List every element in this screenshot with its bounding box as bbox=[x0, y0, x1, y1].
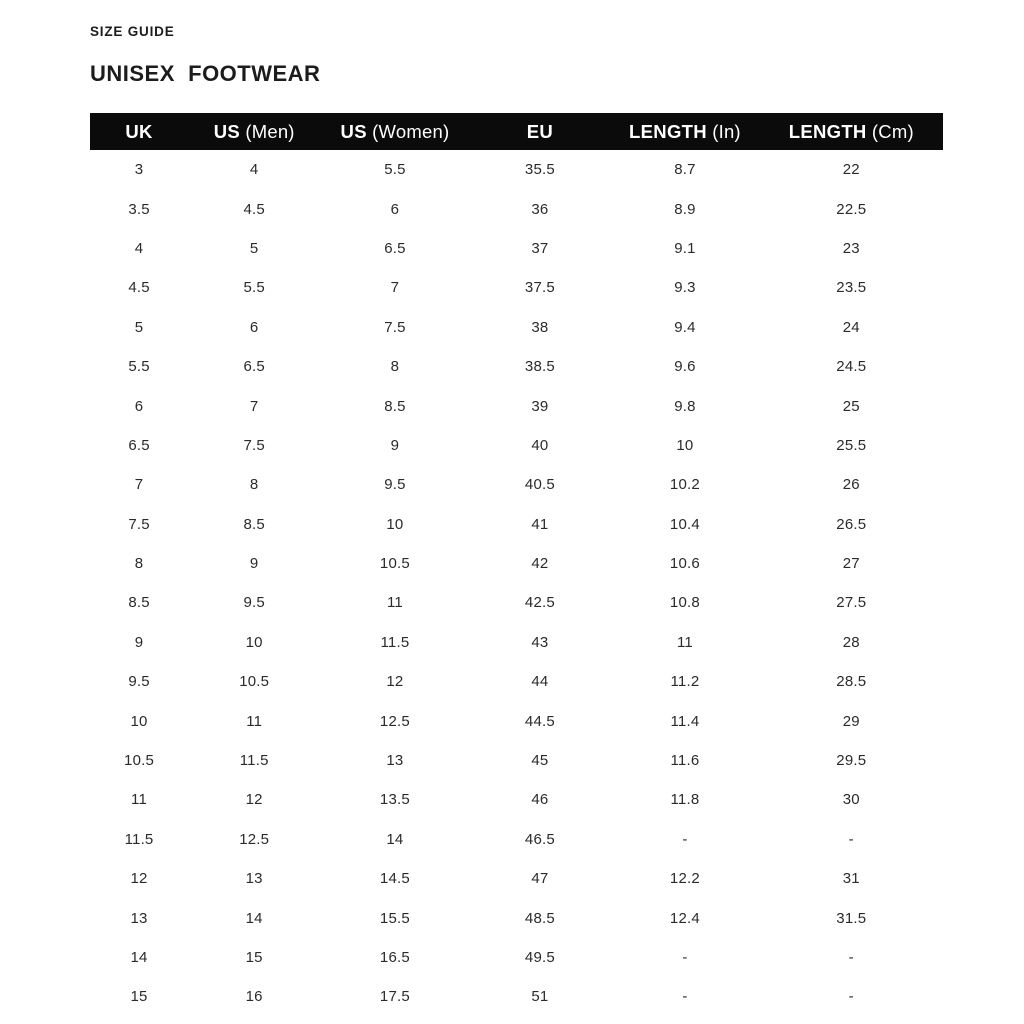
table-row bbox=[90, 544, 943, 583]
size-cell: 9.4 bbox=[674, 318, 696, 336]
size-cell: 9.6 bbox=[674, 358, 696, 376]
table-row bbox=[90, 268, 943, 307]
table-row bbox=[90, 662, 943, 701]
size-cell: 11.6 bbox=[670, 752, 700, 770]
size-cell: 12 bbox=[245, 791, 263, 809]
size-cell: 35.5 bbox=[524, 161, 555, 179]
column-header-label: LENGTH bbox=[629, 120, 707, 142]
column-header-uk bbox=[90, 113, 188, 150]
size-cell: 25 bbox=[842, 397, 860, 415]
size-cell: 29.5 bbox=[836, 752, 867, 770]
size-cell: 44.5 bbox=[524, 712, 555, 730]
size-cell: 11 bbox=[386, 594, 403, 612]
size-cell: 6 bbox=[390, 200, 400, 218]
size-cell: 38.5 bbox=[524, 358, 555, 376]
size-cell: 28 bbox=[842, 633, 860, 651]
size-cell: 9.5 bbox=[384, 476, 406, 494]
size-cell: 9.3 bbox=[674, 279, 696, 297]
table-row bbox=[90, 189, 943, 228]
size-cell: 13.5 bbox=[379, 791, 410, 809]
size-cell: 8.5 bbox=[384, 397, 406, 415]
size-cell: 4 bbox=[249, 161, 259, 179]
size-cell: 11.4 bbox=[670, 712, 700, 730]
size-cell: 11 bbox=[676, 633, 693, 651]
size-cell: 10.5 bbox=[239, 673, 270, 691]
size-cell: 23.5 bbox=[836, 279, 867, 297]
size-cell: 9.8 bbox=[674, 397, 696, 415]
size-cell: 7 bbox=[134, 476, 144, 494]
size-cell: 30 bbox=[842, 791, 860, 809]
column-header-sublabel: (Women) bbox=[366, 120, 450, 142]
table-row bbox=[90, 938, 943, 977]
size-cell: 43 bbox=[531, 633, 549, 651]
size-cell: 11.5 bbox=[380, 633, 410, 651]
size-cell: 6 bbox=[249, 318, 259, 336]
size-cell: 8 bbox=[249, 476, 259, 494]
size-cell: 3 bbox=[134, 161, 144, 179]
size-cell: 42.5 bbox=[524, 594, 555, 612]
size-cell: 51 bbox=[531, 988, 549, 1006]
size-cell: 27.5 bbox=[836, 594, 867, 612]
table-row bbox=[90, 977, 943, 1016]
table-row bbox=[90, 741, 943, 780]
column-header-us-men bbox=[188, 113, 320, 150]
size-cell: 12 bbox=[386, 673, 404, 691]
size-cell: 14 bbox=[245, 909, 263, 927]
column-header-sublabel: (Cm) bbox=[866, 120, 914, 142]
size-cell: - bbox=[682, 988, 688, 1006]
size-cell: 36 bbox=[531, 200, 549, 218]
size-cell: - bbox=[848, 988, 854, 1006]
size-cell: 14 bbox=[386, 830, 404, 848]
size-cell: 12 bbox=[130, 870, 148, 888]
size-cell: 40.5 bbox=[524, 476, 555, 494]
size-cell: 10.4 bbox=[669, 515, 700, 533]
size-cell: 10 bbox=[130, 712, 148, 730]
size-cell: 5.5 bbox=[243, 279, 265, 297]
size-cell: 17.5 bbox=[379, 988, 410, 1006]
size-cell: 3.5 bbox=[128, 200, 150, 218]
size-cell: 4 bbox=[134, 239, 144, 257]
size-cell: 22 bbox=[842, 161, 860, 179]
size-cell: 8.9 bbox=[674, 200, 696, 218]
size-cell: 10.8 bbox=[669, 594, 700, 612]
size-cell: 41 bbox=[531, 515, 549, 533]
size-cell: 15 bbox=[245, 949, 263, 966]
size-cell: 11 bbox=[131, 791, 148, 809]
size-cell: 11.5 bbox=[239, 752, 269, 770]
size-cell: 49.5 bbox=[524, 949, 555, 966]
size-cell: 14 bbox=[130, 949, 148, 966]
size-cell: 7 bbox=[249, 397, 259, 415]
size-cell: 9.5 bbox=[243, 594, 265, 612]
table-row bbox=[90, 386, 943, 425]
size-table-head bbox=[90, 113, 943, 150]
size-cell: 23 bbox=[842, 239, 860, 257]
size-cell: 31 bbox=[842, 870, 860, 888]
column-header-label: EU bbox=[526, 120, 554, 142]
size-cell: 12.5 bbox=[239, 830, 270, 848]
size-cell: 11.2 bbox=[670, 673, 700, 691]
size-cell: 37 bbox=[531, 239, 549, 257]
column-header-label: LENGTH bbox=[788, 120, 867, 142]
table-row bbox=[90, 465, 943, 504]
size-cell: 31.5 bbox=[836, 909, 867, 927]
column-header-sublabel: (In) bbox=[706, 120, 741, 142]
size-cell: 12.5 bbox=[379, 712, 410, 730]
size-cell: 40 bbox=[531, 436, 549, 454]
size-cell: 10.5 bbox=[124, 752, 155, 770]
size-cell: 24 bbox=[842, 318, 860, 336]
size-cell: 9 bbox=[249, 555, 259, 573]
size-cell: 38 bbox=[531, 318, 549, 336]
size-cell: 47 bbox=[531, 870, 549, 888]
table-row bbox=[90, 426, 943, 465]
size-cell: 7.5 bbox=[128, 515, 150, 533]
table-row bbox=[90, 583, 943, 622]
table-row bbox=[90, 347, 943, 386]
size-cell: 15 bbox=[130, 988, 148, 1006]
size-cell: 7.5 bbox=[384, 318, 406, 336]
size-cell: 7 bbox=[390, 279, 400, 297]
size-cell: 29 bbox=[842, 712, 860, 730]
table-row bbox=[90, 780, 943, 819]
size-cell: 25.5 bbox=[836, 436, 867, 454]
size-cell: 44 bbox=[531, 673, 549, 691]
size-cell: - bbox=[848, 949, 854, 966]
size-cell: 8.5 bbox=[243, 515, 265, 533]
size-cell: 5 bbox=[134, 318, 144, 336]
size-cell: 11.8 bbox=[670, 791, 700, 809]
size-cell: 45 bbox=[531, 752, 549, 770]
size-cell: 5 bbox=[249, 239, 259, 257]
size-table bbox=[90, 113, 943, 1017]
table-row bbox=[90, 820, 943, 859]
column-header-sublabel: (Men) bbox=[240, 120, 295, 142]
table-row bbox=[90, 623, 943, 662]
size-cell: - bbox=[682, 949, 688, 966]
size-cell: 14.5 bbox=[379, 870, 410, 888]
size-cell: 8.5 bbox=[128, 594, 150, 612]
table-row bbox=[90, 505, 943, 544]
page-title: UNISEX FOOTWEAR bbox=[90, 61, 321, 86]
size-cell: 6 bbox=[134, 397, 144, 415]
size-cell: 46.5 bbox=[524, 830, 555, 848]
size-guide-label: SIZE GUIDE bbox=[90, 24, 175, 39]
size-cell: 42 bbox=[531, 555, 549, 573]
size-cell: 16 bbox=[245, 988, 263, 1006]
size-cell: 46 bbox=[531, 791, 549, 809]
size-cell: 7.5 bbox=[243, 436, 265, 454]
size-cell: 26.5 bbox=[836, 515, 867, 533]
size-cell: 28.5 bbox=[836, 673, 867, 691]
size-cell: 9 bbox=[390, 436, 400, 454]
size-cell: 48.5 bbox=[524, 909, 555, 927]
size-cell: 9.1 bbox=[674, 239, 696, 257]
size-cell: 10 bbox=[245, 633, 263, 651]
table-header-row bbox=[90, 113, 943, 150]
size-cell: 11.5 bbox=[124, 830, 154, 848]
size-cell: 10.2 bbox=[669, 476, 700, 494]
size-cell: 8 bbox=[134, 555, 144, 573]
size-cell: 26 bbox=[842, 476, 860, 494]
size-cell: 8.7 bbox=[674, 161, 696, 179]
size-table-body bbox=[90, 150, 943, 1017]
size-cell: 13 bbox=[245, 870, 263, 888]
size-cell: 8 bbox=[390, 358, 400, 376]
column-header-us-women bbox=[320, 113, 469, 150]
size-cell: 6.5 bbox=[128, 436, 150, 454]
size-cell: 22.5 bbox=[836, 200, 867, 218]
size-cell: - bbox=[848, 830, 854, 848]
size-guide-page bbox=[90, 24, 943, 1017]
table-row bbox=[90, 859, 943, 898]
size-cell: 15.5 bbox=[379, 909, 410, 927]
size-cell: 6.5 bbox=[243, 358, 265, 376]
size-cell: 5.5 bbox=[384, 161, 406, 179]
column-header-eu bbox=[470, 113, 611, 150]
table-row bbox=[90, 308, 943, 347]
size-cell: 4.5 bbox=[128, 279, 150, 297]
size-cell: 9 bbox=[134, 633, 144, 651]
size-cell: 27 bbox=[842, 555, 860, 573]
column-header-length-in bbox=[610, 113, 759, 150]
size-cell: 12.4 bbox=[669, 909, 700, 927]
table-row bbox=[90, 701, 943, 740]
size-cell: 10.6 bbox=[669, 555, 700, 573]
size-cell: 12.2 bbox=[669, 870, 700, 888]
column-header-length-cm bbox=[760, 113, 943, 150]
size-cell: 5.5 bbox=[128, 358, 150, 376]
column-header-label: UK bbox=[125, 120, 153, 142]
column-header-label: US bbox=[340, 120, 367, 142]
size-cell: 24.5 bbox=[836, 358, 867, 376]
size-cell: 6.5 bbox=[384, 239, 406, 257]
size-cell: 10 bbox=[676, 436, 694, 454]
table-row bbox=[90, 229, 943, 268]
size-cell: 9.5 bbox=[128, 673, 150, 691]
size-cell: 10 bbox=[386, 515, 404, 533]
size-cell: 13 bbox=[386, 752, 404, 770]
column-header-label: US bbox=[213, 120, 241, 142]
size-cell: 10.5 bbox=[379, 555, 410, 573]
size-cell: 39 bbox=[531, 397, 549, 415]
table-row bbox=[90, 150, 943, 189]
size-cell: 37.5 bbox=[524, 279, 555, 297]
size-cell: 13 bbox=[130, 909, 148, 927]
size-cell: - bbox=[682, 830, 688, 848]
table-row bbox=[90, 898, 943, 937]
size-cell: 11 bbox=[246, 712, 263, 730]
size-cell: 4.5 bbox=[243, 200, 265, 218]
size-cell: 16.5 bbox=[379, 949, 410, 966]
